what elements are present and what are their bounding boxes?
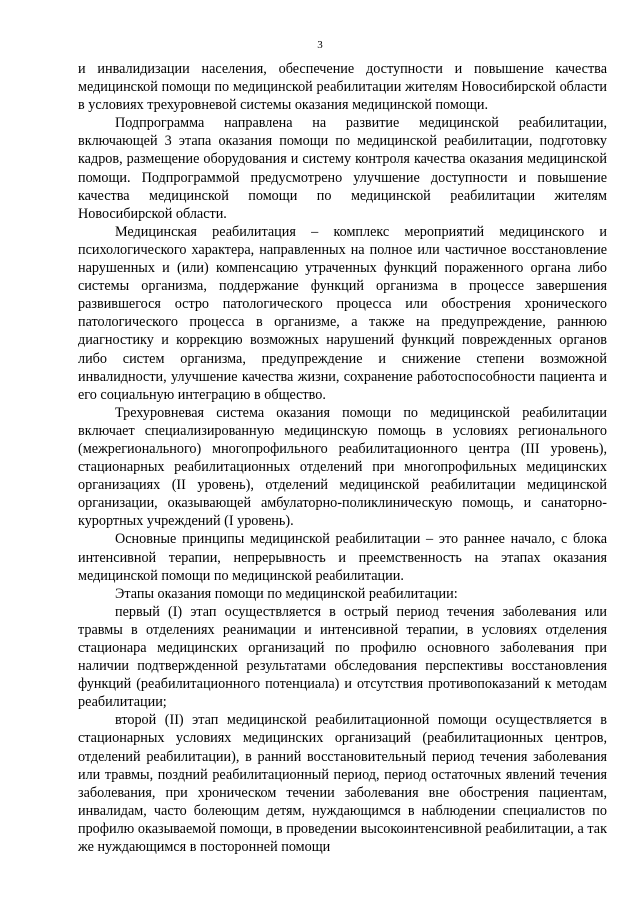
paragraph-principles: Основные принципы медицинской реабилитации – это раннее начало, с блока интенсивной терапии, непрерывность и преемственность на этапах оказания медицинской помощи по медицинской реабилитации.	[78, 531, 607, 584]
paragraph-subprogram: Подпрограмма направлена на развитие медицинской реабилитации, включающей 3 этапа оказания помощи по медицинской реабилитации, подготовку кадров, размещение оборудования и систему контроля качества оказания медицинской помощи. Подпрограммой предусмотрено улучшение доступности и повышение качества медицинской помощи по медицинской реабилитации жителям Новосибирской области.	[78, 115, 607, 222]
body-text	[78, 60, 607, 856]
paragraph-stage-two: второй (II) этап медицинской реабилитационной помощи осуществляется в стационарных условиях медицинских организаций (реабилитационных центров, отделений реабилитации), в ранний восстановительный период течения заболевания или травмы, поздний реабилитационный период, период остаточных явлений течения заболевания, при хроническом течении заболевания вне обострения пациентам, инвалидам, часто болеющим детям, нуждающимся в наблюдении специалистов по профилю оказываемой помощи, в проведении высокоинтенсивной реабилитации, а так же нуждающимся в посторонней помощи	[78, 712, 607, 856]
paragraph-stage-one: первый (I) этап осуществляется в острый период течения заболевания или травмы в отделениях реанимации и интенсивной терапии, в условиях отделения стационара медицинских организаций по профилю основного заболевания при наличии подтвержденной результатами обследования перспективы восстановления функций (реабилитационного потенциала) и отсутствия противопоказаний к методам реабилитации;	[78, 603, 608, 711]
paragraph-stages-heading: Этапы оказания помощи по медицинской реабилитации:	[115, 585, 458, 602]
paragraph-three-level-system: Трехуровневая система оказания помощи по медицинской реабилитации включает специализированную медицинскую помощь в условиях регионального (межрегионального) многопрофильного реабилитационного центра (III уровень), стационарных реабилитационных отделений при многопрофильных медицинских организациях (II уровень), отделений медицинской реабилитации медицинской организации, оказывающей амбулаторно-поликлиническую помощь, и санаторно-курортных учреждений (I уровень).	[78, 404, 607, 530]
paragraph-intro-continuation: и инвалидизации населения, обеспечение доступности и повышение качества медицинской помощи по медицинской реабилитации жителям Новосибирской области в условиях трехуровневой системы оказания медицинской помощи.	[78, 61, 607, 114]
paragraph-rehabilitation-definition: Медицинская реабилитация – комплекс мероприятий медицинского и психологического характера, направленных на полное или частичное восстановление нарушенных и (или) компенсацию утраченных функций пораженного органа либо системы организма, поддержание функций организма в процессе завершения развившегося остро патологического процесса или обострения хронического патологического процесса в организме, а также на предупреждение, раннюю диагностику и коррекцию возможных нарушений функций поврежденных органов либо систем организма, предупреждение и снижение степени возможной инвалидности, улучшение качества жизни, сохранение работоспособности пациента и его социальную интеграцию в общество.	[78, 223, 607, 403]
page-number: 3	[317, 39, 323, 51]
